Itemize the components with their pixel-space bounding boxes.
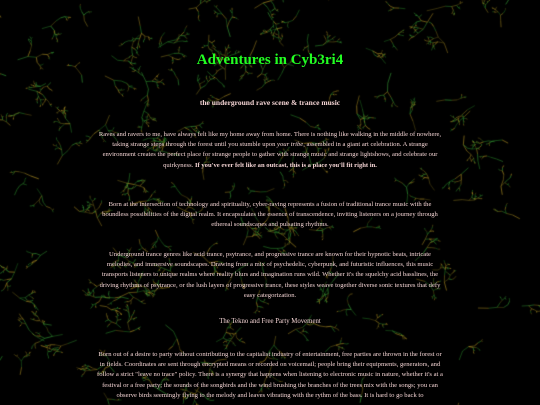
intro-text-2: , assembled in a giant art celebration. A strange environment creates the perfect place for strange people to gather with strange music and strange lightshows, and celebrate our quirkyness. [102,141,438,169]
section-heading: The Tekno and Free Party Movement [219,318,321,325]
intro-emphasis: your tribe [277,141,304,149]
free-party-paragraph: Born out of a desire to party without contributing to the capitalist industry of entertainment, free parties are thrown in the forest or in fields. Coordinates are sent through encrypted means or recorded on voicemail; people bring their equipments, generators, and follow a strict "leave no trace" policy. There is a synergy that happens when listening to electronic music in nature, whether it's at a festival or a free party; the sounds of the songbirds and the wind brushing the branches of the trees mix with the songs; you can observe birds seemingly flying to the melody and leaves vibrating with the rythm of the bass. It is hard to go back to [97,351,443,399]
intro-paragraph [96,130,444,171]
page-subtitle: the underground rave scene & trance music [199,98,341,107]
page-title: Adventures in Cyb3ri4 [196,52,344,68]
cyber-raving-paragraph: Born at the intersection of technology and spirituality, cyber-raving represents a fusion of traditional trance music with the boundless possibilities of the digital realm. It encapsulates the essence of transcendence, inviting listeners on a journey through ethereal soundscapes and pulsating rhythms. [102,201,438,229]
trance-genres-paragraph: Underground trance genres like acid trance, psytrance, and progressive trance are known for their hypnotic beats, intricate melodies, and immersive soundscapes. Drawing from a mix of psychedelic, cyberpunk, and futuristic influences, this music transports listeners to unique realms where reality blurs and imagination runs wild. Whether it's the squelchy acid basslines, the driving rhythms of psytrance, or the lush layers of progressive trance, these styles weave together diverse sonic textures that defy easy categorization. [99,251,441,299]
intro-strong: If you've ever felt like an outcast, this is a place you'll fit right in. [194,161,377,169]
intro-text-1: Raves and ravers to me, have always felt like my home away from home. There is nothing like walking in the middle of nowhere, taking strange steps through the forest until you stumble upon [98,131,442,149]
